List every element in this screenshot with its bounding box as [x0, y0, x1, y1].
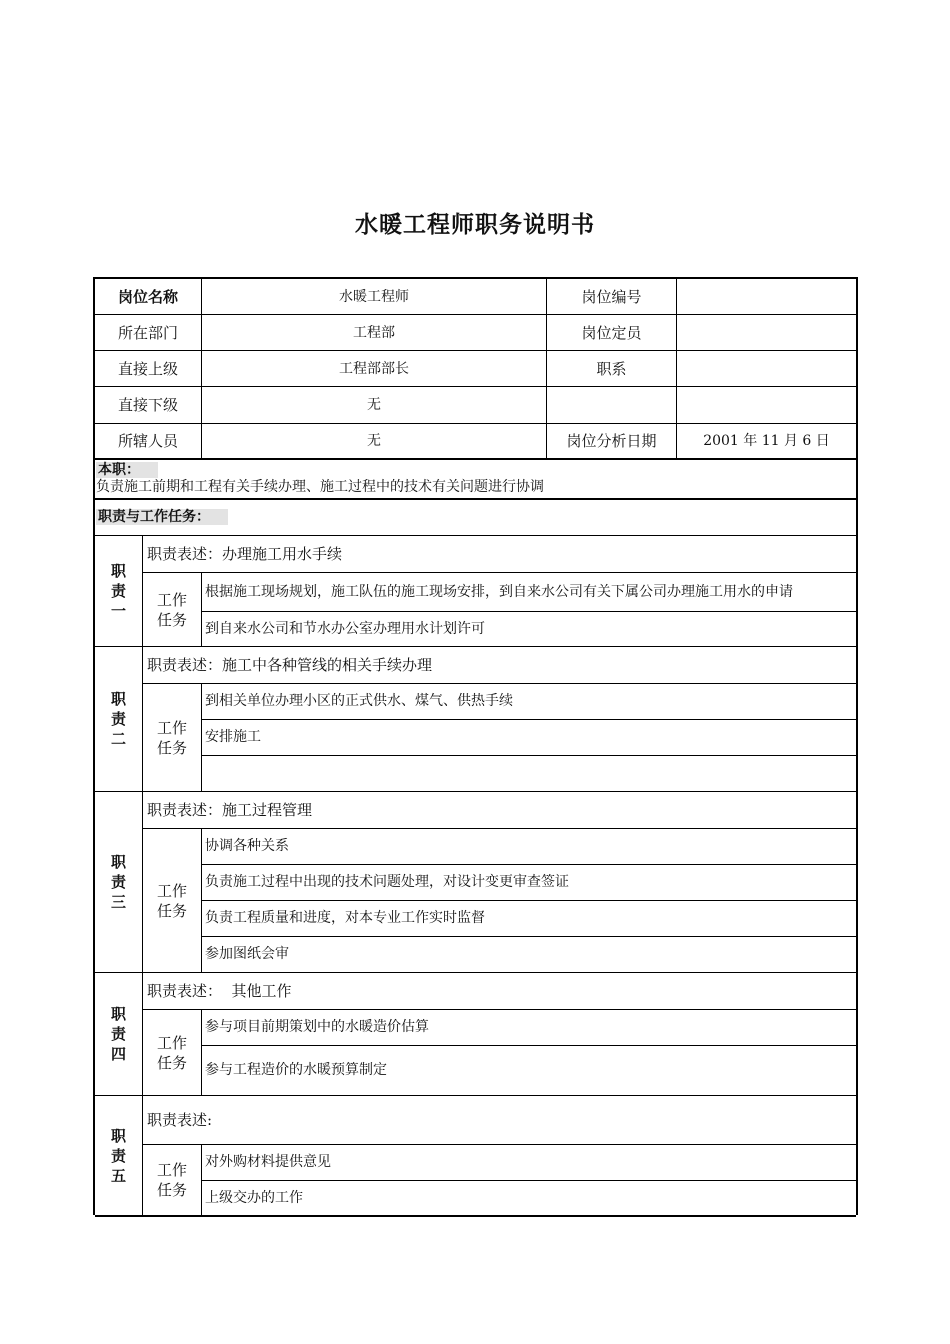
- duty-1-name: 职 责 一: [110, 562, 126, 620]
- analysis-date-label: 岗位分析日期: [566, 432, 657, 450]
- duty-2-task-label: 工作 任务: [156, 718, 187, 757]
- duty-5-name: 职 责 五: [110, 1126, 126, 1185]
- quota-label: 岗位定员: [581, 323, 642, 342]
- job-description-table: [93, 277, 858, 1215]
- position-name-label: 岗位名称: [117, 287, 178, 306]
- position-no-value: [677, 279, 856, 314]
- core-label: 本职：: [96, 462, 158, 478]
- duty-2-name: 职 责 二: [110, 690, 126, 748]
- duty-4-task-label: 工作 任务: [156, 1033, 187, 1072]
- page-title: 水暖工程师职务说明书: [355, 212, 595, 238]
- duty-2-task-2: 安排施工: [205, 729, 261, 745]
- superior-label: 直接上级: [117, 359, 178, 378]
- duty-4-task-1: 参与项目前期策划中的水暖造价估算: [205, 1019, 429, 1035]
- duty-5-task-label: 工作 任务: [156, 1161, 187, 1199]
- position-name-value: 水暖工程师: [339, 288, 409, 305]
- staff-value: 无: [367, 433, 381, 449]
- core-responsibility: [96, 462, 544, 496]
- core-text: 负责施工前期和工程有关手续办理、施工过程中的技术有关问题进行协调: [96, 479, 544, 495]
- staff-label: 所辖人员: [117, 432, 178, 450]
- subordinate-label: 直接下级: [117, 396, 178, 414]
- subordinate-value: 无: [367, 397, 381, 413]
- duty-3-desc: 职责表述：施工过程管理: [147, 801, 313, 819]
- duty-1-task-label: 工作 任务: [156, 590, 187, 629]
- dept-label: 所在部门: [117, 323, 178, 342]
- quota-value: [677, 315, 856, 350]
- duty-2-desc: 职责表述：施工中各种管线的相关手续办理: [147, 656, 433, 674]
- duty-5-desc: 职责表述:: [147, 1111, 213, 1129]
- duty-2-task-1: 到相关单位办理小区的正式供水、煤气、供热手续: [205, 693, 513, 709]
- duty-3-task-2: 负责施工过程中出现的技术问题处理，对设计变更审查签证: [205, 874, 569, 890]
- duty-4-desc: 职责表述： 其他工作: [147, 982, 292, 1000]
- duties-heading: 职责与工作任务：: [96, 509, 228, 526]
- duty-3-task-label: 工作 任务: [156, 881, 187, 920]
- duty-4-task-2: 参与工程造价的水暖预算制定: [205, 1062, 387, 1078]
- analysis-date-value: 2001 年 11 月 6 日: [703, 433, 830, 449]
- duty-5-task-1: 对外购材料提供意见: [205, 1154, 331, 1170]
- duty-3-task-1: 协调各种关系: [205, 838, 289, 854]
- duty-1-desc: 职责表述：办理施工用水手续: [147, 545, 343, 563]
- job-family-value: [677, 351, 856, 386]
- superior-value: 工程部部长: [339, 360, 409, 377]
- duty-3-task-4: 参加图纸会审: [205, 946, 289, 962]
- duty-1-task-1: 根据施工现场规划，施工队伍的施工现场安排，到自来水公司有关下属公司办理施工用水的申请: [205, 583, 793, 600]
- duty-2-task-3: [202, 756, 856, 791]
- duty-1-task-2: 到自来水公司和节水办公室办理用水计划许可: [205, 620, 485, 637]
- dept-value: 工程部: [353, 324, 395, 341]
- duty-5-task-2: 上级交办的工作: [205, 1189, 303, 1206]
- duty-3-task-3: 负责工程质量和进度，对本专业工作实时监督: [205, 910, 485, 926]
- job-family-label: 职系: [596, 359, 627, 378]
- duty-3-name: 职 责 三: [110, 853, 126, 911]
- position-no-label: 岗位编号: [581, 287, 642, 306]
- duty-4-name: 职 责 四: [110, 1005, 126, 1063]
